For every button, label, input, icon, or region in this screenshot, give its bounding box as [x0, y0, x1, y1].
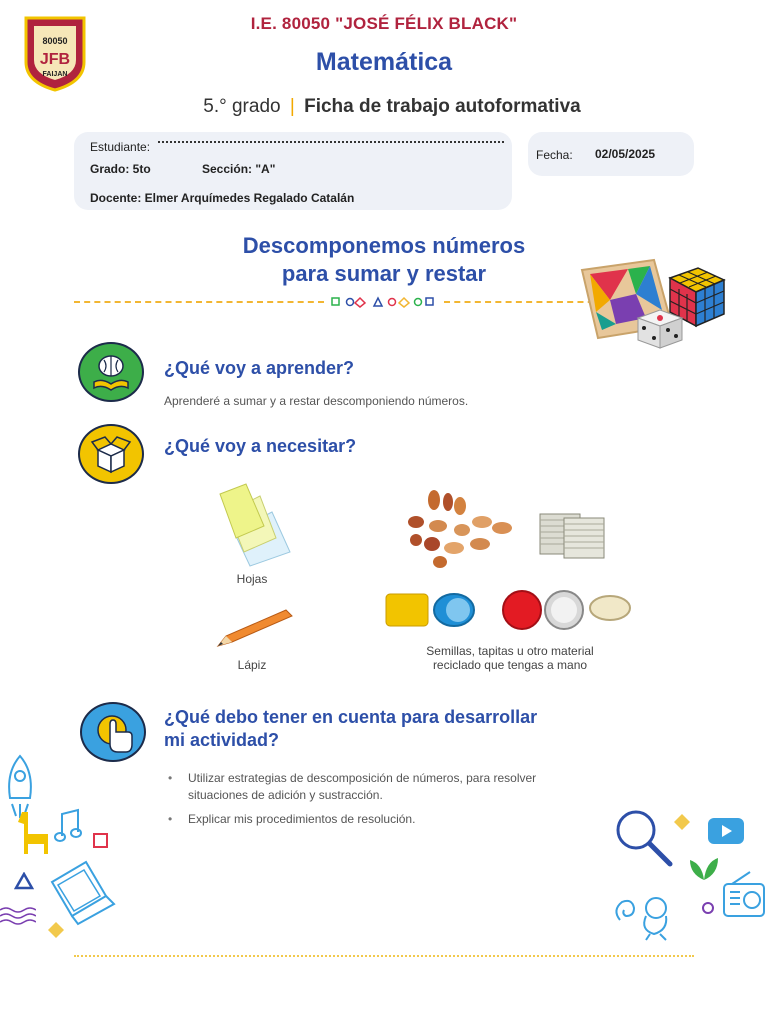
radio-icon — [720, 870, 768, 920]
consider-heading-line-2: mi actividad? — [164, 730, 280, 750]
logo-city: FAIJAN — [42, 71, 68, 78]
divider-left — [74, 301, 324, 303]
wave-shape — [0, 906, 36, 926]
list-item: • Explicar mis procedimientos de resolución. — [166, 811, 586, 828]
subject-title: Matemática — [315, 48, 453, 76]
sheets-icon — [214, 482, 296, 568]
recycled-caption — [380, 644, 640, 672]
grade-field: Grado: 5to — [90, 162, 151, 176]
consider-heading — [164, 706, 537, 752]
play-icon — [706, 816, 746, 846]
square-shape — [92, 832, 110, 850]
need-heading: ¿Qué voy a necesitar? — [164, 436, 357, 456]
cans-icon — [538, 506, 608, 562]
decorative-shapes — [330, 296, 434, 308]
monkey-icon — [610, 890, 686, 942]
pencil-icon — [214, 608, 296, 650]
recycled-caption-line-2: reciclado que tengas a mano — [432, 658, 588, 672]
triangle-shape — [14, 872, 34, 890]
grade-separator: | — [289, 96, 295, 117]
title-line-1: Descomponemos números — [242, 233, 526, 258]
date-label: Fecha: — [536, 148, 573, 162]
consider-list — [166, 770, 586, 835]
date-value: 02/05/2025 — [595, 147, 656, 161]
student-label: Estudiante: — [90, 140, 151, 154]
bottle-caps-icon — [384, 590, 634, 630]
list-item: • Utilizar estrategias de descomposición de números, para resolver situaciones de adición y sustracción. — [166, 770, 586, 804]
recycled-caption-line-1: Semillas, tapitas u otro material — [426, 644, 594, 658]
learn-heading: ¿Qué voy a aprender? — [164, 358, 355, 378]
grade-line — [0, 96, 768, 118]
title-line-2: para sumar y restar — [281, 261, 487, 286]
llama-icon — [14, 808, 54, 858]
sheet-type: Ficha de trabajo autoformativa — [304, 96, 581, 117]
music-note-icon — [54, 808, 82, 844]
section-field: Sección: "A" — [202, 162, 276, 176]
logo-number: 80050 — [42, 36, 68, 46]
school-name: I.E. 80050 "JOSÉ FÉLIX BLACK" — [250, 14, 518, 33]
brain-book-icon — [78, 342, 144, 402]
hand-touch-icon — [80, 702, 146, 762]
laptop-icon — [46, 856, 118, 926]
grade-label: 5.° grado — [203, 96, 281, 117]
seeds-icon — [402, 486, 522, 570]
dice-icon — [634, 304, 686, 350]
learn-text: Aprenderé a sumar y a restar descomponiendo números. — [164, 394, 469, 408]
footer-divider — [74, 955, 694, 957]
magnifier-icon — [612, 806, 676, 870]
sheets-caption: Hojas — [236, 572, 268, 586]
logo-initials: JFB — [39, 51, 71, 68]
box-icon — [78, 424, 144, 484]
diamond-shape — [672, 812, 692, 832]
circle-shape — [700, 900, 716, 916]
activity-title — [130, 232, 638, 288]
teacher-field: Docente: Elmer Arquímedes Regalado Catalán — [90, 191, 355, 205]
plant-icon — [684, 852, 724, 882]
student-name-line[interactable] — [158, 141, 504, 143]
consider-heading-line-1: ¿Qué debo tener en cuenta para desarrollar — [164, 707, 538, 727]
pencil-caption: Lápiz — [237, 658, 267, 672]
diamond-shape — [46, 920, 66, 940]
